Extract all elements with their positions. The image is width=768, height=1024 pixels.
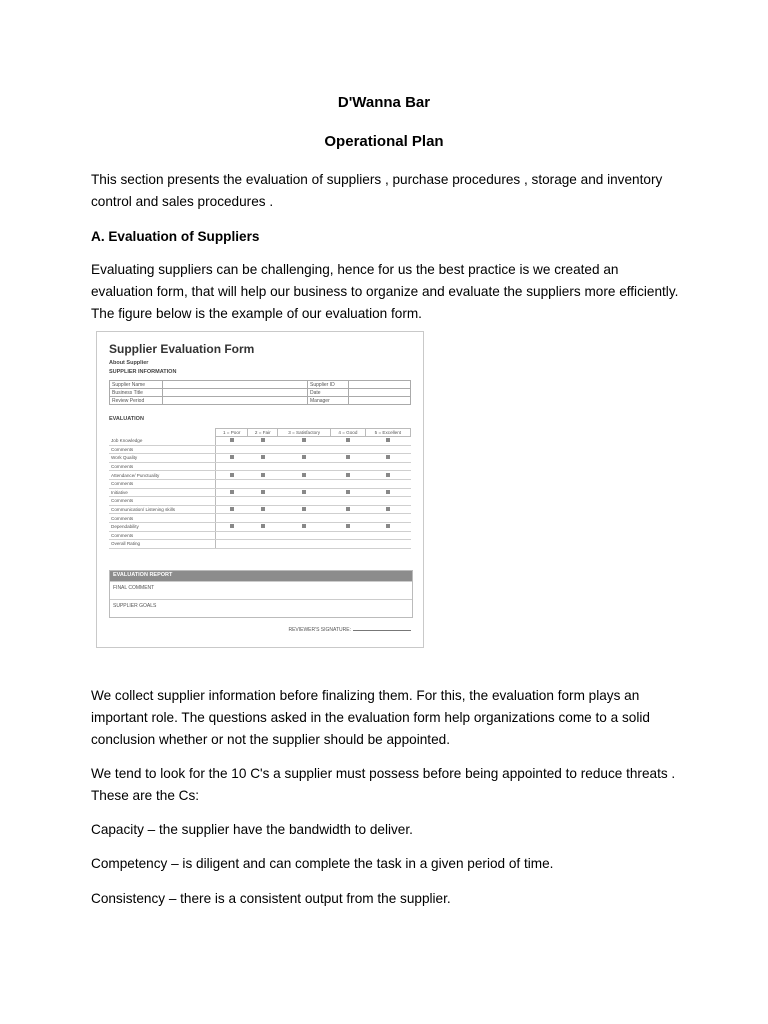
info-field-label: Review Period [110, 397, 163, 405]
supplier-goals-label: SUPPLIER GOALS [110, 599, 412, 617]
info-field-value [349, 389, 411, 397]
overall-rating-field [216, 540, 411, 549]
eval-row [109, 531, 411, 540]
rating-checkbox [365, 471, 410, 480]
rating-checkbox [365, 488, 410, 497]
rating-checkbox [331, 488, 366, 497]
eval-row [109, 462, 411, 471]
eval-row [109, 514, 411, 523]
comments-field [216, 497, 411, 506]
eval-row [109, 505, 411, 514]
criterion-label: Job Knowledge [109, 437, 216, 446]
rating-checkbox [278, 454, 331, 463]
rating-checkbox [278, 471, 331, 480]
capacity-item: Capacity – the supplier have the bandwidth to deliver. [91, 822, 413, 837]
eval-row [109, 497, 411, 506]
ten-cs-paragraph: We tend to look for the 10 C's a supplier must possess before being appointed to reduce threats . These are the Cs: [91, 766, 676, 803]
eval-row [109, 437, 411, 446]
scale-header: 2 = Fair [248, 429, 278, 437]
competency-item: Competency – is diligent and can complete the task in a given period of time. [91, 856, 554, 871]
overall-rating-label: Overall Rating [109, 540, 216, 549]
criterion-label: Attendance/ Punctuality [109, 471, 216, 480]
comments-label: Comments [109, 531, 216, 540]
rating-checkbox [278, 505, 331, 514]
collect-paragraph: We collect supplier information before finalizing them. For this, the evaluation form plays an important role. The questions asked in the evaluation form help organizations come to a solid conclusion whether or not the supplier should be appointed. [91, 688, 650, 747]
rating-checkbox [278, 437, 331, 446]
criterion-label: Dependability [109, 522, 216, 531]
eval-row [109, 445, 411, 454]
scale-header: 1 = Poor [216, 429, 248, 437]
intro-paragraph: This section presents the evaluation of suppliers , purchase procedures , storage and inventory control and sales procedures . [91, 172, 663, 209]
rating-checkbox [248, 454, 278, 463]
form-info-heading: SUPPLIER INFORMATION [109, 369, 177, 375]
evaluation-report-box [109, 570, 413, 618]
form-about-label: About Supplier [109, 360, 149, 366]
comments-field [216, 514, 411, 523]
reviewer-signature [288, 627, 411, 633]
comments-label: Comments [109, 497, 216, 506]
eval-row [109, 488, 411, 497]
consistency-item: Consistency – there is a consistent output from the supplier. [91, 891, 451, 906]
supplier-info-table [109, 380, 411, 405]
rating-checkbox [216, 437, 248, 446]
comments-label: Comments [109, 462, 216, 471]
rating-checkbox [331, 505, 366, 514]
scale-header: 5 = Excellent [365, 429, 410, 437]
section-a-paragraph: Evaluating suppliers can be challenging, hence for us the best practice is we created an evaluation form, that will help our business to organize and evaluate the suppliers more efficiently. The figure below is the example of our evaluation form. [91, 262, 679, 321]
info-field-value [163, 397, 308, 405]
scale-header: 3 = Satisfactory [278, 429, 331, 437]
scale-header: 4 = Good [331, 429, 366, 437]
info-field-value [163, 389, 308, 397]
document-subtitle: Operational Plan [324, 133, 444, 150]
rating-checkbox [365, 454, 410, 463]
comments-field [216, 462, 411, 471]
rating-checkbox [365, 437, 410, 446]
report-heading: EVALUATION REPORT [110, 571, 412, 581]
rating-checkbox [216, 454, 248, 463]
comments-field [216, 445, 411, 454]
rating-checkbox [331, 522, 366, 531]
rating-checkbox [278, 522, 331, 531]
rating-checkbox [216, 488, 248, 497]
rating-checkbox [365, 505, 410, 514]
rating-checkbox [248, 522, 278, 531]
comments-label: Comments [109, 479, 216, 488]
form-eval-heading: EVALUATION [109, 416, 144, 422]
final-comment-label: FINAL COMMENT [110, 581, 412, 599]
comments-field [216, 479, 411, 488]
rating-checkbox [248, 437, 278, 446]
info-field-value [349, 381, 411, 389]
eval-row [109, 540, 411, 549]
form-title: Supplier Evaluation Form [109, 342, 255, 356]
eval-row [109, 471, 411, 480]
rating-checkbox [331, 471, 366, 480]
rating-checkbox [248, 505, 278, 514]
rating-checkbox [331, 437, 366, 446]
comments-field [216, 531, 411, 540]
info-field-label: Manager [308, 397, 349, 405]
info-field-label: Supplier Name [110, 381, 163, 389]
info-field-value [349, 397, 411, 405]
signature-line [353, 630, 411, 631]
criterion-label: Work Quality [109, 454, 216, 463]
eval-header-blank [109, 429, 216, 437]
document-title: D'Wanna Bar [337, 94, 431, 111]
info-field-label: Supplier ID [308, 381, 349, 389]
comments-label: Comments [109, 514, 216, 523]
rating-checkbox [365, 522, 410, 531]
eval-row [109, 479, 411, 488]
rating-checkbox [248, 471, 278, 480]
section-a-heading: A. Evaluation of Suppliers [91, 229, 260, 244]
eval-row [109, 454, 411, 463]
signature-label: REVIEWER'S SIGNATURE: [288, 627, 351, 633]
criterion-label: Initiative [109, 488, 216, 497]
evaluation-form-figure [96, 331, 424, 648]
info-field-value [163, 381, 308, 389]
eval-row [109, 522, 411, 531]
rating-checkbox [331, 454, 366, 463]
rating-checkbox [278, 488, 331, 497]
rating-checkbox [216, 505, 248, 514]
rating-checkbox [248, 488, 278, 497]
rating-checkbox [216, 471, 248, 480]
comments-label: Comments [109, 445, 216, 454]
rating-checkbox [216, 522, 248, 531]
info-field-label: Date [308, 389, 349, 397]
criterion-label: Communication/ Listening skills [109, 505, 216, 514]
info-field-label: Business Title [110, 389, 163, 397]
evaluation-table [109, 428, 411, 549]
